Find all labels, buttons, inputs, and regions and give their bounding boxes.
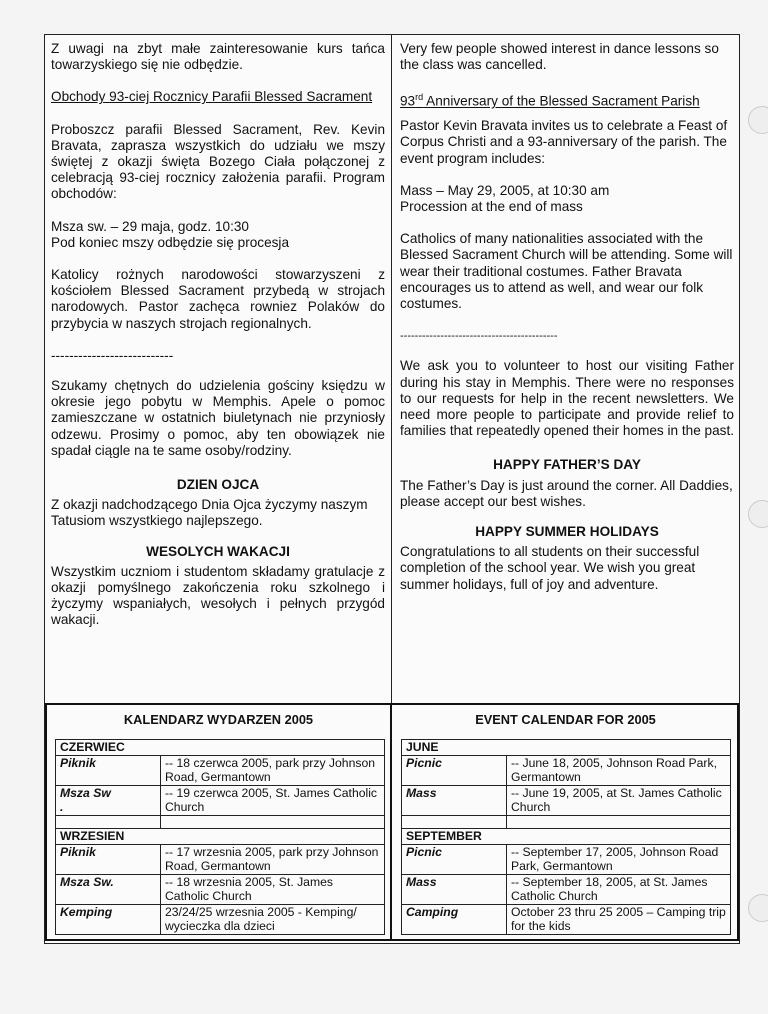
event-name: Picnic [402, 845, 507, 875]
binder-hole-bottom [748, 894, 768, 922]
table-row [56, 786, 385, 816]
binder-hole-middle [748, 500, 768, 528]
event-desc: -- 18 czerwca 2005, park przy Johnson Road, Germantown [161, 756, 385, 786]
table-row [56, 816, 385, 829]
event-calendar-box [45, 703, 739, 941]
table-row [56, 905, 385, 935]
nationalities-en: Catholics of many nationalities associated with the Blessed Sacrament Church will be attending. Some will wear their traditional costumes. Father Bravata encourages us to attend as well, and wear our folk costumes. [400, 231, 733, 311]
event-desc: -- 17 wrzesnia 2005, park przy Johnson Road, Germantown [161, 845, 385, 875]
event-desc: -- September 17, 2005, Johnson Road Park, Germantown [507, 845, 731, 875]
table-row [56, 845, 385, 875]
event-name [56, 786, 161, 816]
binder-hole-top [748, 106, 768, 134]
event-desc: -- June 18, 2005, Johnson Road Park, Germantown [507, 756, 731, 786]
nationalities-pl: Katolicy rożnych narodowości stowarzyszeni z kościołem Blessed Sacrament przybedą w strojach narodowych. Pastor zachęca rowniez Polaków do przybycia w naszych strojach regionalnych. [51, 267, 385, 331]
month-september-en: SEPTEMBER [402, 829, 731, 845]
calendar-title-pl: KALENDARZ WYDARZEN 2005 [123, 712, 314, 727]
table-row [56, 756, 385, 786]
table-row [402, 740, 731, 756]
table-row [56, 875, 385, 905]
host-request-pl: Szukamy chętnych do udzielenia gościny księdzu w okresie jego pobytu w Memphis. Apele o pomoc zamieszczane w ostatnich biuletynach nie przyniosły odzewu. Prosimy o pomoc, aby ten obowiązek nie spadał ciągle na te same osoby/rodziny. [51, 378, 385, 458]
month-september-pl: WRZESIEN [56, 829, 385, 845]
event-name-text: Msza Sw [60, 786, 111, 800]
table-row [402, 816, 731, 829]
english-column [400, 41, 734, 609]
fathers-day-heading-pl: DZIEN OJCA [176, 477, 260, 493]
event-name: Kemping [56, 905, 161, 935]
calendar-polish [47, 705, 392, 939]
calendar-table-en [401, 739, 731, 935]
column-divider [391, 35, 392, 703]
table-row [402, 786, 731, 816]
polish-column [51, 41, 385, 645]
anniversary-title: Anniversary of the Blessed Sacrament Parish [423, 93, 700, 109]
table-row [402, 905, 731, 935]
holidays-text-en: Congratulations to all students on their successful completion of the school year. We wish you great summer holidays, full of joy and adventure. [400, 544, 700, 592]
newsletter-page [44, 34, 740, 944]
calendar-title-en: EVENT CALENDAR FOR 2005 [475, 712, 656, 727]
event-desc: -- September 18, 2005, at St. James Catholic Church [507, 875, 731, 905]
event-name: Camping [402, 905, 507, 935]
dance-notice-en: Very few people showed interest in dance lessons so the class was cancelled. [400, 41, 719, 73]
program-pl [51, 219, 385, 251]
calendar-english [393, 705, 738, 939]
fathers-day-text-en: The Father’s Day is just around the corner. All Daddies, please accept our best wishes. [400, 477, 733, 509]
mass-time-pl: Msza sw. – 29 maja, godz. 10:30 [51, 218, 249, 234]
event-name: Piknik [56, 756, 161, 786]
fathers-day-heading-en: HAPPY FATHER’S DAY [493, 457, 641, 473]
procession-pl: Pod koniec mszy odbędzie się procesja [51, 234, 290, 250]
pastor-invite-pl: Proboszcz parafii Blessed Sacrament, Rev. Kevin Bravata, zaprasza wszystkich do udziału we mszy świętej z okazji święta Bozego Ciała połączonej z celebracją 93-ciej rocznicy założenia parafii. Program obchodów: [51, 121, 385, 202]
event-name: Mass [402, 786, 507, 816]
table-row [402, 756, 731, 786]
event-desc: -- June 19, 2005, at St. James Catholic Church [507, 786, 731, 816]
stray-dot: . [60, 800, 64, 814]
holidays-text-pl: Wszystkim uczniom i studentom składamy gratulacje z okazji pomyślnego zakończenia roku szkolnego i życzymy wspaniałych, wesołych i pełnych przygód wakacji. [51, 563, 385, 628]
event-name: Picnic [402, 756, 507, 786]
event-desc: October 23 thru 25 2005 – Camping trip for the kids [507, 905, 731, 935]
event-name: Piknik [56, 845, 161, 875]
separator-pl: --------------------------- [51, 347, 174, 363]
dance-notice-pl: Z uwagi na zbyt małe zainteresowanie kurs tańca towarzyskiego się nie odbędzie. [51, 41, 385, 73]
month-june-en: JUNE [402, 740, 731, 756]
event-desc: -- 18 wrzesnia 2005, St. James Catholic Church [161, 875, 385, 905]
event-name: Msza Sw. [56, 875, 161, 905]
host-request-en: We ask you to volunteer to host our visiting Father during his stay in Memphis. There were no responses to our requests for help in the recent newsletters. We need more people to participate and provide relief to families that repeatedly opened their homes in the past. [400, 358, 735, 439]
table-row [402, 829, 731, 845]
event-desc: 23/24/25 wrzesnia 2005 - Kemping/ wycieczka dla dzieci [161, 905, 385, 935]
event-desc: -- 19 czerwca 2005, St. James Catholic Church [161, 786, 385, 816]
table-row [402, 845, 731, 875]
table-row [56, 829, 385, 845]
pastor-invite-en: Pastor Kevin Bravata invites us to celebrate a Feast of Corpus Christi and a 93-anniversary of the parish. The event program includes: [400, 118, 728, 166]
holidays-heading-pl: WESOLYCH WAKACJI [146, 543, 290, 559]
anniversary-heading-en [400, 89, 734, 110]
mass-time-en: Mass – May 29, 2005, at 10:30 am [400, 182, 610, 198]
anniversary-number: 93 [400, 93, 416, 109]
anniversary-heading-pl: Obchody 93-ciej Rocznicy Parafii Blessed Sacrament [51, 89, 373, 105]
table-row [56, 740, 385, 756]
event-name: Mass [402, 875, 507, 905]
separator-en: ------------------------------------------- [400, 330, 558, 343]
anniversary-suffix: rd [415, 92, 424, 103]
month-june-pl: CZERWIEC [56, 740, 385, 756]
holidays-heading-en: HAPPY SUMMER HOLIDAYS [475, 524, 659, 539]
calendar-table-pl [55, 739, 385, 935]
fathers-day-text-pl: Z okazji nadchodzącego Dnia Ojca życzymy naszym Tatusiom wszystkiego najlepszego. [51, 497, 368, 529]
procession-en: Procession at the end of mass [400, 198, 583, 214]
table-row [402, 875, 731, 905]
program-en [400, 183, 734, 215]
